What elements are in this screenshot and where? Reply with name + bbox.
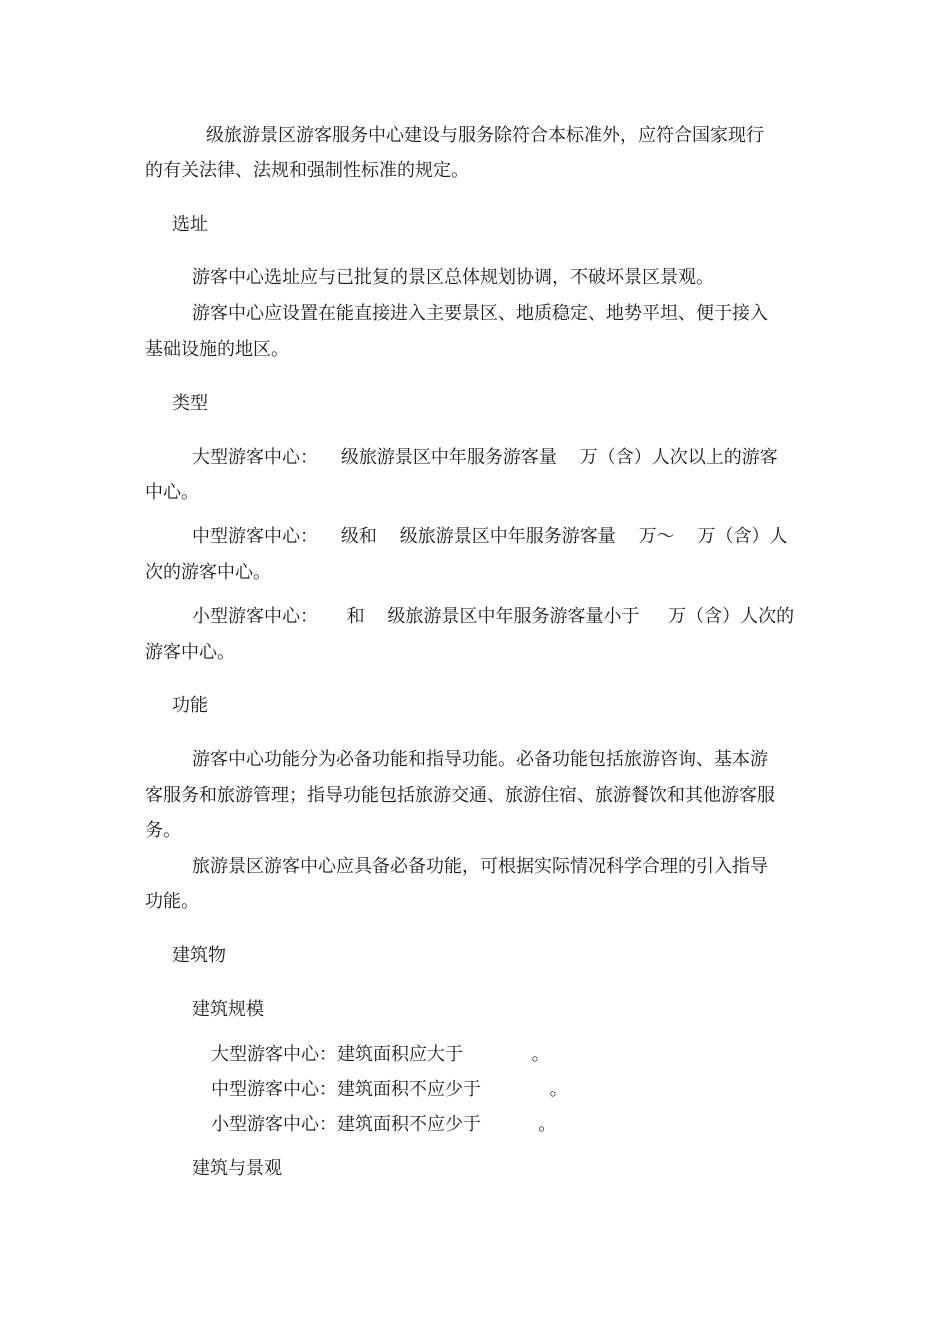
type-large-line-2: 中心。 xyxy=(145,482,199,503)
type-medium-line-2: 次的游客中心。 xyxy=(145,562,271,583)
type-medium-line-1: 中型游客中心： 级和 级旅游景区中年服务游客量 万～ 万（含）人 xyxy=(192,526,788,547)
site-paragraph-2-line-2: 基础设施的地区。 xyxy=(145,339,289,360)
subheading-building-scale: 建筑规模 xyxy=(192,999,264,1020)
functions-paragraph-2-line-2: 功能。 xyxy=(145,891,199,912)
functions-paragraph-2-line-1: 旅游景区游客中心应具备必备功能，可根据实际情况科学合理的引入指导 xyxy=(192,856,768,877)
site-paragraph-2-line-1: 游客中心应设置在能直接进入主要景区、地质稳定、地势平坦、便于接入 xyxy=(192,303,768,324)
section-heading-functions: 功能 xyxy=(172,695,208,716)
section-heading-site-selection: 选址 xyxy=(172,214,208,235)
intro-line-1: 级旅游景区游客服务中心建设与服务除符合本标准外，应符合国家现行 xyxy=(206,125,764,146)
type-large-line-1: 大型游客中心： 级旅游景区中年服务游客量 万（含）人次以上的游客 xyxy=(192,447,778,468)
site-paragraph-1: 游客中心选址应与已批复的景区总体规划协调，不破坏景区景观。 xyxy=(192,267,714,288)
functions-paragraph-1-line-2: 客服务和旅游管理；指导功能包括旅游交通、旅游住宿、旅游餐饮和其他游客服 xyxy=(145,785,775,806)
building-scale-small: 小型游客中心：建筑面积不应少于 。 xyxy=(211,1114,557,1135)
type-small-line-1: 小型游客中心： 和 级旅游景区中年服务游客量小于 万（含）人次的 xyxy=(192,606,795,627)
subheading-building-landscape: 建筑与景观 xyxy=(192,1158,282,1179)
section-heading-types: 类型 xyxy=(172,393,208,414)
building-scale-large: 大型游客中心：建筑面积应大于 。 xyxy=(211,1044,550,1065)
type-small-line-2: 游客中心。 xyxy=(145,642,235,663)
building-scale-medium: 中型游客中心：建筑面积不应少于 。 xyxy=(211,1079,568,1100)
functions-paragraph-1-line-3: 务。 xyxy=(145,820,181,841)
functions-paragraph-1-line-1: 游客中心功能分为必备功能和指导功能。必备功能包括旅游咨询、基本游 xyxy=(192,749,768,770)
section-heading-building: 建筑物 xyxy=(172,945,226,966)
intro-line-2: 的有关法律、法规和强制性标准的规定。 xyxy=(145,160,469,181)
